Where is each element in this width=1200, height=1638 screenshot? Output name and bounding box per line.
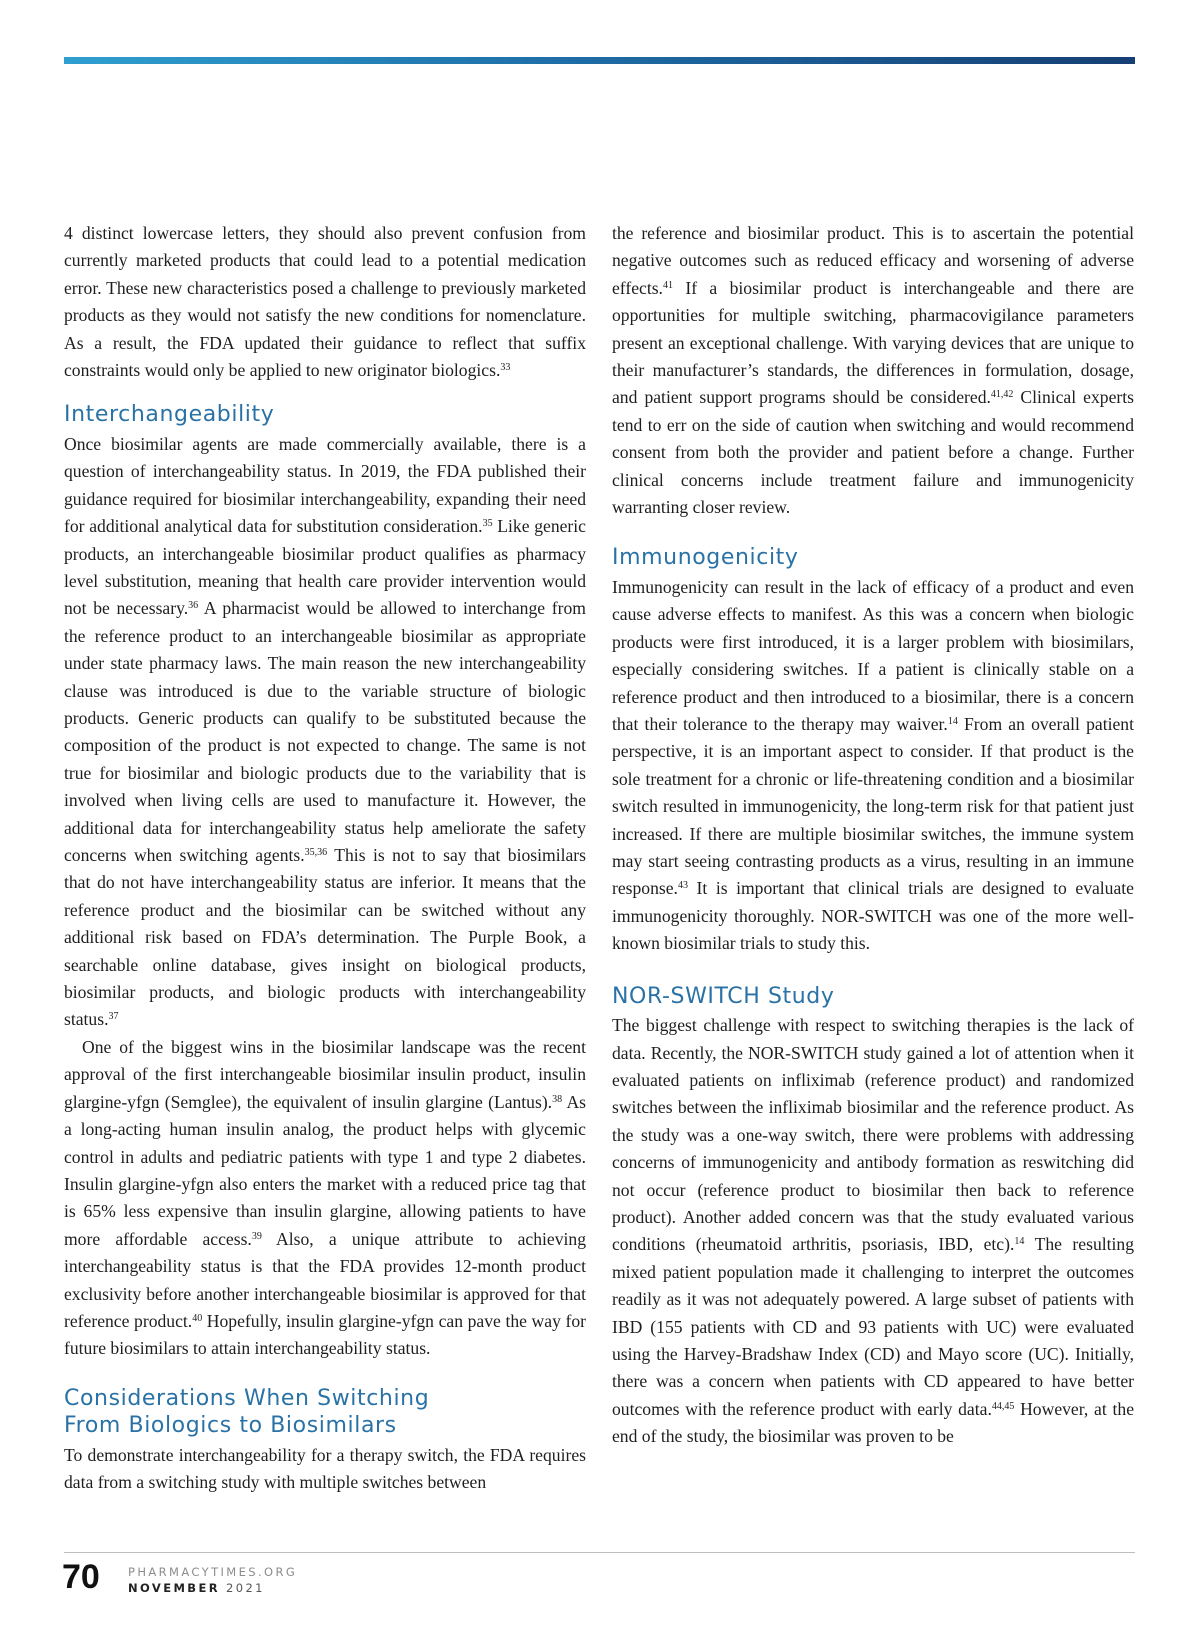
text-run: If a biosimilar product is interchangeable and there are opportunities for multiple switching, pharmacovigilance parameters present an exceptional challenge. With varying devices that are unique to their manufacturer’s standards, the differences in formulation, dosage, and patient support programs should be considered.: [612, 277, 1134, 408]
citation-superscript: 38: [552, 1093, 563, 1105]
citation-superscript: 40: [192, 1312, 203, 1324]
text-run: It is important that clinical trials are designed to evaluate immunogenicity thoroughly. NOR-SWITCH was one of the more well-known biosimilar trials to study this.: [612, 878, 1134, 954]
citation-superscript: 14: [947, 716, 958, 727]
footer-divider: [64, 1552, 1135, 1553]
top-accent-bar: [64, 57, 1135, 64]
text-run: Also, a unique attribute to achieving interchangeability status is that the FDA provides 12-month product exclusivity before another interchangeable biosimilar is approved for that reference product.: [64, 1228, 586, 1331]
text-run: Immunogenicity can result in the lack of efficacy of a product and even cause adverse effects to manifest. As this was a concern when biologic products were first introduced, it is a larger problem with biosimilars, especially considering switches. If a patient is clinically stable on a reference product and then introduced to a biosimilar, there is a concern that their tolerance to the therapy may waiver.: [612, 576, 1134, 734]
paragraph-nor-switch: [612, 1012, 1134, 1451]
citation-superscript: 36: [188, 600, 199, 612]
citation-superscript: 41,42: [990, 389, 1014, 401]
citation-superscript: 43: [677, 880, 688, 892]
text-run: However, at the end of the study, the biosimilar was proven to be: [612, 1398, 1134, 1447]
paragraph-nomenclature: [64, 220, 586, 384]
paragraph-interchangeability: [64, 431, 586, 1034]
citation-superscript: 39: [251, 1230, 262, 1242]
citation-superscript: 37: [108, 1011, 119, 1023]
text-run: A pharmacist would be allowed to interchange from the reference product to an interchangeable biosimilar as appropriate under state pharmacy laws. The main reason the new interchangeability clause was introduced is due to the variable structure of biologic products. Generic products can qualify to be substituted because the composition of the product is not expected to change. The same is not true for biosimilar and biologic products due to the variability that is involved when living cells are used to manufacture it. However, the additional data for interchangeability status help ameliorate the safety concerns when switching agents.: [64, 598, 586, 866]
text-run: From an overall patient perspective, it is an important aspect to consider. If that product is the sole treatment for a chronic or life-threatening condition and a biosimilar switch resulted in immunogenicity, the long-term risk for that patient just increased. If there are multiple biosimilar switches, the immune system may start seeing contrasting products as a virus, resulting in an immune response.: [612, 714, 1134, 899]
paragraph-immunogenicity: [612, 574, 1134, 958]
heading-nor-switch: NOR-SWITCH Study: [612, 983, 835, 1009]
text-run: Once biosimilar agents are made commercially available, there is a question of interchangeability status. In 2019, the FDA published their guidance required for biosimilar interchangeability, expanding their need for additional analytical data for substitution consideration.: [64, 433, 586, 537]
citation-superscript: 35,36: [304, 847, 328, 859]
text-run: As a long-acting human insulin analog, the product helps with glycemic control in adults and pediatric patients with type 1 and type 2 diabetes. Insulin glargine-yfgn also enters the market with a reduced price tag that is 65% less expensive than insulin glargine, allowing patients to have more affordable access.: [64, 1091, 587, 1249]
heading-considerations-line1: Considerations When Switching: [64, 1385, 430, 1411]
footer-issue-date: [128, 1581, 265, 1595]
heading-considerations-line2: From Biologics to Biosimilars: [64, 1413, 397, 1439]
text-run: The resulting mixed patient population made it challenging to interpret the outcomes readily as it was not adequately powered. A large subset of patients with IBD (155 patients with CD and 93 patients with UC) were evaluated using the Harvey-Bradshaw Index (CD) and Mayo score (UC). Initially, there was a concern when patients with CD appeared to have better outcomes with the reference product with early data.: [612, 1234, 1135, 1419]
text-run: the reference and biosimilar product. This is to ascertain the potential negative outcomes such as reduced efficacy and worsening of adverse effects.: [612, 223, 1134, 298]
citation-superscript: 35: [482, 518, 493, 530]
citation-superscript: 14: [1014, 1236, 1025, 1248]
paragraph-switching-requirements: [64, 1442, 586, 1497]
heading-immunogenicity: Immunogenicity: [612, 545, 799, 571]
right-column: [612, 220, 1134, 1451]
citation-superscript: 41: [662, 279, 673, 291]
text-run: The biggest challenge with respect to switching therapies is the lack of data. Recently, the NOR-SWITCH study gained a lot of attention when it evaluated patients on infliximab (reference product) and randomized switches between the infliximab biosimilar and the reference product. As the study was a one-way switch, there were problems with addressing concerns of immunogenicity and antibody formation as reswitching did not occur (reference product to biosimilar then back to reference product). Another added concern was that the study evaluated various conditions (rheumatoid arthritis, psoriasis, IBD, etc).: [612, 1015, 1134, 1255]
text-run: One of the biggest wins in the biosimilar landscape was the recent approval of the first interchangeable biosimilar insulin product, insulin glargine-yfgn (Semglee), the equivalent of insulin glargine (Lantus).: [64, 1036, 586, 1112]
text-run: Clinical experts tend to err on the side of caution when switching and would recommend consent from both the provider and patient before a change. Further clinical concerns include treatment failure and immunogenicity warranting closer review.: [612, 387, 1134, 518]
footer-month: NOVEMBER: [128, 1581, 220, 1595]
citation-superscript: 44,45: [991, 1400, 1015, 1412]
text-run: Like generic products, an interchangeable biosimilar product qualifies as pharmacy level substitution, meaning that health care provider intervention would not be necessary.: [64, 516, 586, 619]
footer-year: 2021: [226, 1581, 265, 1595]
text-run: This is not to say that biosimilars that do not have interchangeability status are inferior. It means that the reference product and the biosimilar can be switched without any additional risk based on FDA’s determination. The Purple Book, a searchable online database, gives insight on biological products, biosimilar products, and biologic products with interchangeability status.: [64, 845, 586, 1030]
text-run: 4 distinct lowercase letters, they should also prevent confusion from currently marketed products that could lead to a potential medication error. These new characteristics posed a challenge to previously marketed products as they would not satisfy the new conditions for nomenclature. As a result, the FDA updated their guidance to reflect that suffix constraints would only be applied to new originator biologics.: [64, 223, 586, 381]
footer-site-name: PHARMACYTIMES.ORG: [128, 1565, 298, 1579]
paragraph-insulin-glargine: [64, 1034, 586, 1363]
text-run: Hopefully, insulin glargine-yfgn can pave the way for future biosimilars to attain interchangeability status.: [64, 1310, 586, 1359]
page-number: 70: [62, 1558, 100, 1596]
heading-interchangeability: Interchangeability: [64, 402, 275, 428]
text-run: To demonstrate interchangeability for a therapy switch, the FDA requires data from a switching study with multiple switches between: [64, 1444, 586, 1493]
paragraph-reference-biosimilar: [612, 220, 1134, 521]
citation-superscript: 33: [500, 362, 511, 374]
left-column: [64, 220, 586, 1497]
heading-considerations: [64, 1385, 586, 1440]
